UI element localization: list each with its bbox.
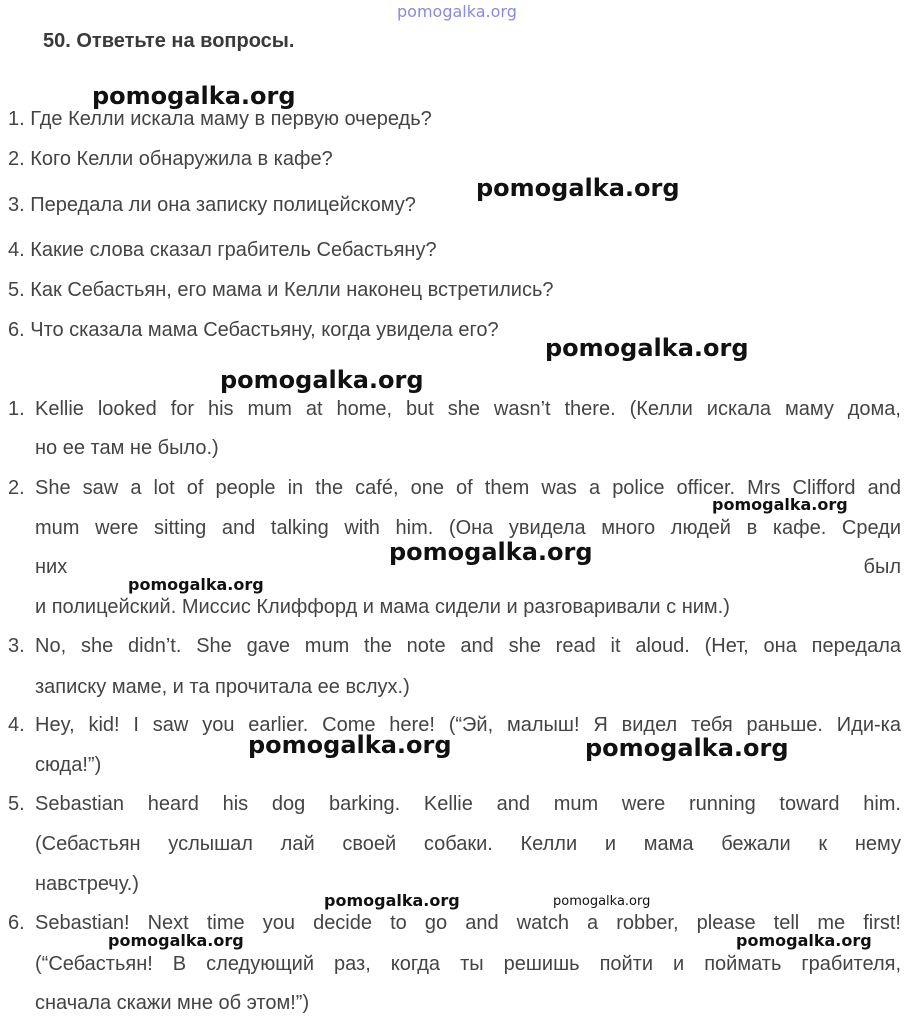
answer-1-line-1: Kellie looked for his mum at home, but she wasn’t there. (Келли искала маму дома, [35, 398, 901, 420]
answer-6-line-3: сначала скажи мне об этом!”) [35, 992, 310, 1014]
answer-6-line-2: (“Себастьян! В следующий раз, когда ты решишь пойти и поймать грабителя, [35, 953, 901, 975]
watermark: pomogalka.org [712, 495, 848, 514]
answer-1-line-2: но ее там не было.) [35, 437, 219, 459]
top-watermark: pomogalka.org [397, 2, 517, 21]
watermark: pomogalka.org [476, 174, 680, 202]
answer-4-line-1: Hey, kid! I saw you earlier. Come here! (“Эй, малыш! Я видел тебя раньше. Иди-ка [35, 714, 901, 736]
answer-5-line-2: (Себастьян услышал лай своей собаки. Келли и мама бежали к нему [35, 833, 901, 855]
answer-1-number: 1. [8, 398, 25, 420]
answer-2-line-3-end: был [863, 556, 901, 578]
watermark: pomogalka.org [92, 82, 296, 110]
answer-6-line-1: Sebastian! Next time you decide to go and watch a robber, please tell me first! [35, 912, 901, 934]
answer-6-number: 6. [8, 912, 25, 934]
answer-2-line-3-start: них [35, 556, 68, 578]
watermark: pomogalka.org [248, 731, 452, 759]
watermark: pomogalka.org [553, 894, 651, 909]
watermark: pomogalka.org [389, 538, 593, 566]
question-4: 4. Какие слова сказал грабитель Себастьяну? [8, 239, 437, 261]
answer-4-line-2: сюда!”) [35, 754, 102, 776]
answer-2-line-2: mum were sitting and talking with him. (Она увидела много людей в кафе. Среди [35, 517, 901, 539]
answer-2-number: 2. [8, 477, 25, 499]
watermark: pomogalka.org [108, 931, 244, 950]
question-2: 2. Кого Келли обнаружила в кафе? [8, 148, 333, 170]
watermark: pomogalka.org [736, 931, 872, 950]
question-3: 3. Передала ли она записку полицейскому? [8, 194, 416, 216]
watermark: pomogalka.org [128, 575, 264, 594]
watermark: pomogalka.org [220, 366, 424, 394]
answer-2-line-4: и полицейский. Миссис Клиффорд и мама сидели и разговаривали с ним.) [35, 596, 730, 618]
answer-4-number: 4. [8, 714, 25, 736]
answer-3-line-1: No, she didn’t. She gave mum the note and she read it aloud. (Нет, она передала [35, 635, 901, 657]
answer-2-line-1: She saw a lot of people in the café, one of them was a police officer. Mrs Clifford and [35, 477, 901, 499]
answer-5-line-3: навстречу.) [35, 873, 139, 895]
watermark: pomogalka.org [324, 891, 460, 910]
question-1: 1. Где Келли искала маму в первую очередь? [8, 108, 432, 130]
answer-5-number: 5. [8, 793, 25, 815]
watermark: pomogalka.org [585, 734, 789, 762]
answer-5-line-1: Sebastian heard his dog barking. Kellie and mum were running toward him. [35, 793, 901, 815]
exercise-heading: 50. Ответьте на вопросы. [43, 30, 295, 52]
question-6: 6. Что сказала мама Себастьяну, когда увидела его? [8, 319, 499, 341]
watermark: pomogalka.org [545, 334, 749, 362]
answer-3-number: 3. [8, 635, 25, 657]
answer-3-line-2: записку маме, и та прочитала ее вслух.) [35, 676, 410, 698]
question-5: 5. Как Себастьян, его мама и Келли наконец встретились? [8, 279, 554, 301]
